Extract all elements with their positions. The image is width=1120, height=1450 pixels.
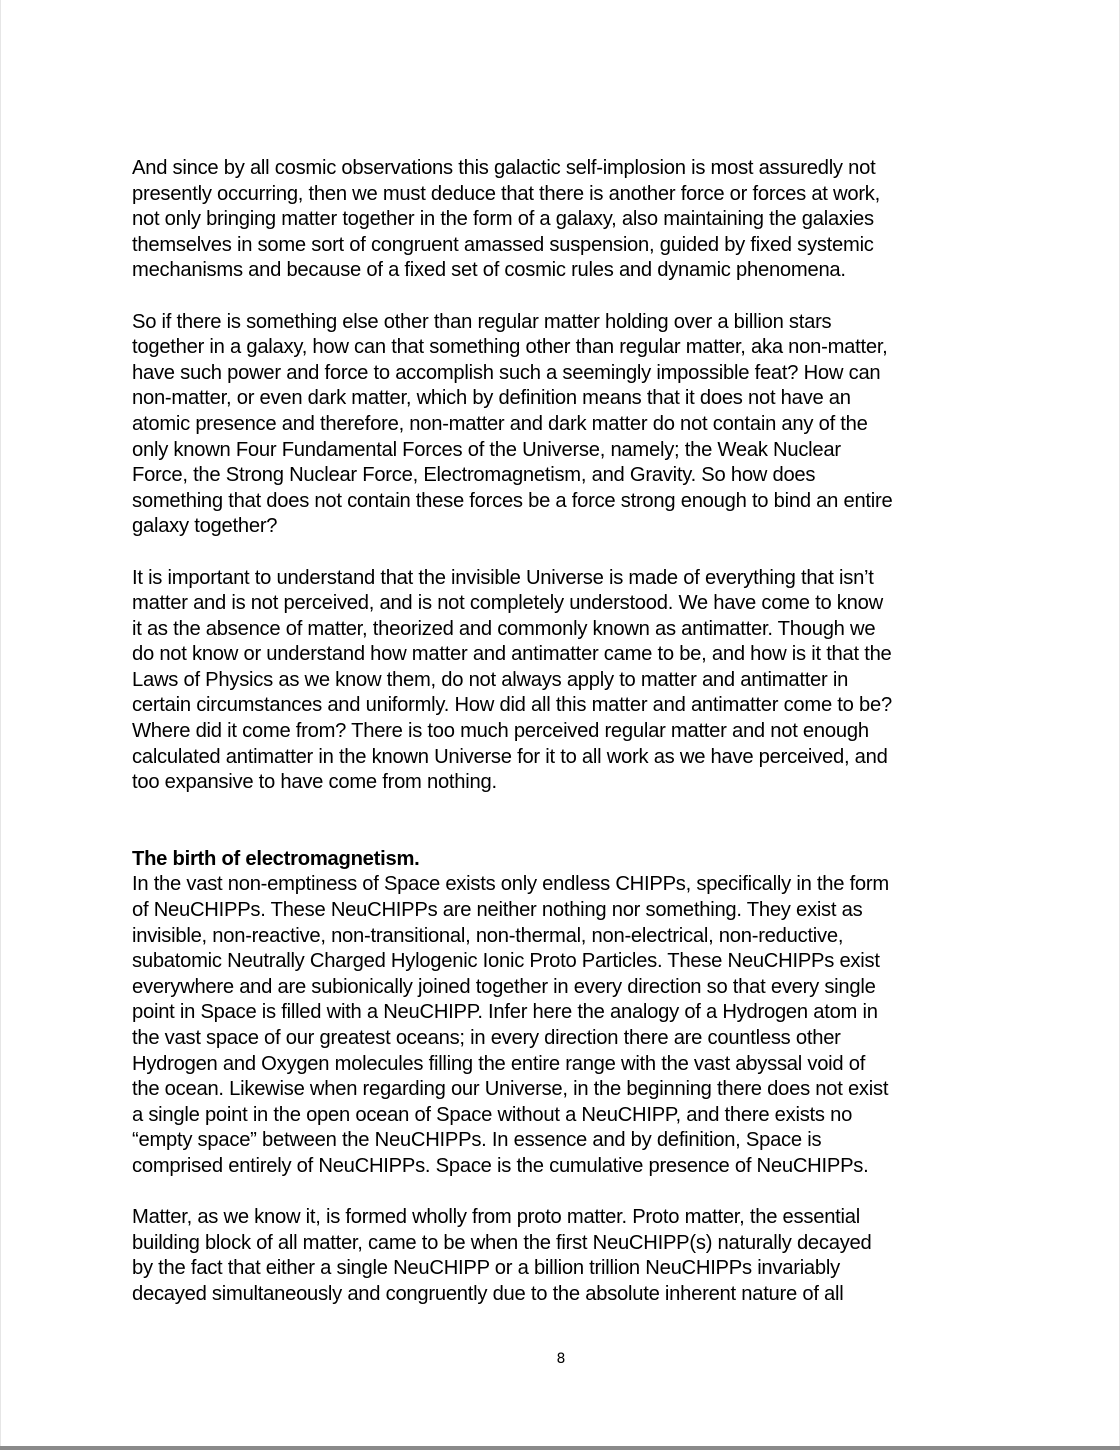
paragraph-non-matter-question — [132, 310, 1002, 540]
text-line: a single point in the open ocean of Space without a NeuCHIPP, and there exists no — [132, 1103, 853, 1126]
text-line: “empty space” between the NeuCHIPPs. In essence and by definition, Space is — [132, 1129, 822, 1152]
text-line: presently occurring, then we must deduce that there is another force or forces at work, — [132, 182, 880, 205]
text-line: matter and is not perceived, and is not completely understood. We have come to know — [132, 592, 883, 615]
text-line: invisible, non-reactive, non-transitional, non-thermal, non-electrical, non-reductive, — [132, 924, 844, 947]
text-line: subatomic Neutrally Charged Hylogenic Ionic Proto Particles. These NeuCHIPPs exist — [132, 950, 880, 973]
text-line: It is important to understand that the invisible Universe is made of everything that isn’t — [132, 566, 874, 589]
paragraph-invisible-universe — [132, 566, 1002, 796]
text-line: the ocean. Likewise when regarding our Universe, in the beginning there does not exist — [132, 1078, 889, 1101]
text-line: certain circumstances and uniformly. How did all this matter and antimatter come to be? — [132, 694, 892, 717]
text-line: Laws of Physics as we know them, do not always apply to matter and antimatter in — [132, 668, 849, 691]
text-line: decayed simultaneously and congruently due to the absolute inherent nature of all — [132, 1282, 844, 1305]
text-line: everywhere and are subionically joined together in every direction so that every single — [132, 975, 876, 998]
paragraph-proto-matter — [132, 1205, 1002, 1307]
page-content — [132, 156, 1002, 1333]
text-line: Where did it come from? There is too much perceived regular matter and not enough — [132, 720, 869, 743]
text-line: Force, the Strong Nuclear Force, Electromagnetism, and Gravity. So how does — [132, 464, 816, 487]
text-line: of NeuCHIPPs. These NeuCHIPPs are neither nothing nor something. They exist as — [132, 899, 863, 922]
text-line: it as the absence of matter, theorized and commonly known as antimatter. Though we — [132, 617, 876, 640]
text-line: non-matter, or even dark matter, which by definition means that it does not have an — [132, 387, 851, 410]
text-line: too expansive to have come from nothing. — [132, 771, 497, 794]
text-line: only known Four Fundamental Forces of the Universe, namely; the Weak Nuclear — [132, 438, 841, 461]
text-line: Hydrogen and Oxygen molecules filling the entire range with the vast abyssal void of — [132, 1052, 866, 1075]
text-line: by the fact that either a single NeuCHIPP or a billion trillion NeuCHIPPs invariably — [132, 1257, 840, 1280]
text-line: themselves in some sort of congruent amassed suspension, guided by fixed systemic — [132, 233, 874, 256]
text-line: building block of all matter, came to be when the first NeuCHIPP(s) naturally decayed — [132, 1231, 872, 1254]
text-line: comprised entirely of NeuCHIPPs. Space is the cumulative presence of NeuCHIPPs. — [132, 1154, 869, 1177]
text-line: atomic presence and therefore, non-matter and dark matter do not contain any of the — [132, 412, 868, 435]
text-line: And since by all cosmic observations this galactic self-implosion is most assuredly not — [132, 157, 876, 179]
text-line: galaxy together? — [132, 515, 278, 538]
text-line: not only bringing matter together in the form of a galaxy, also maintaining the galaxies — [132, 208, 874, 231]
text-line: So if there is something else other than regular matter holding over a billion stars — [132, 310, 832, 333]
text-line: point in Space is filled with a NeuCHIPP. Infer here the analogy of a Hydrogen atom in — [132, 1001, 878, 1024]
page-number: 8 — [556, 1351, 566, 1367]
text-line: together in a galaxy, how can that something other than regular matter, aka non-matter, — [132, 336, 888, 359]
page-bottom-edge — [0, 1446, 1120, 1450]
text-line: In the vast non-emptiness of Space exists only endless CHIPPs, specifically in the form — [132, 873, 889, 896]
text-line: something that does not contain these forces be a force strong enough to bind an entire — [132, 489, 893, 512]
text-line: Matter, as we know it, is formed wholly from proto matter. Proto matter, the essential — [132, 1206, 860, 1229]
text-line: mechanisms and because of a fixed set of cosmic rules and dynamic phenomena. — [132, 259, 846, 282]
paragraph-neuchipps — [132, 872, 1002, 1179]
paragraph-galactic-implosion — [132, 156, 1002, 284]
text-line: do not know or understand how matter and antimatter came to be, and how is it that the — [132, 643, 892, 666]
text-line: have such power and force to accomplish such a seemingly impossible feat? How can — [132, 361, 881, 384]
section-heading: The birth of electromagnetism. — [132, 847, 420, 870]
text-line: calculated antimatter in the known Universe for it to all work as we have perceived, and — [132, 745, 888, 768]
text-line: the vast space of our greatest oceans; in every direction there are countless other — [132, 1027, 841, 1049]
